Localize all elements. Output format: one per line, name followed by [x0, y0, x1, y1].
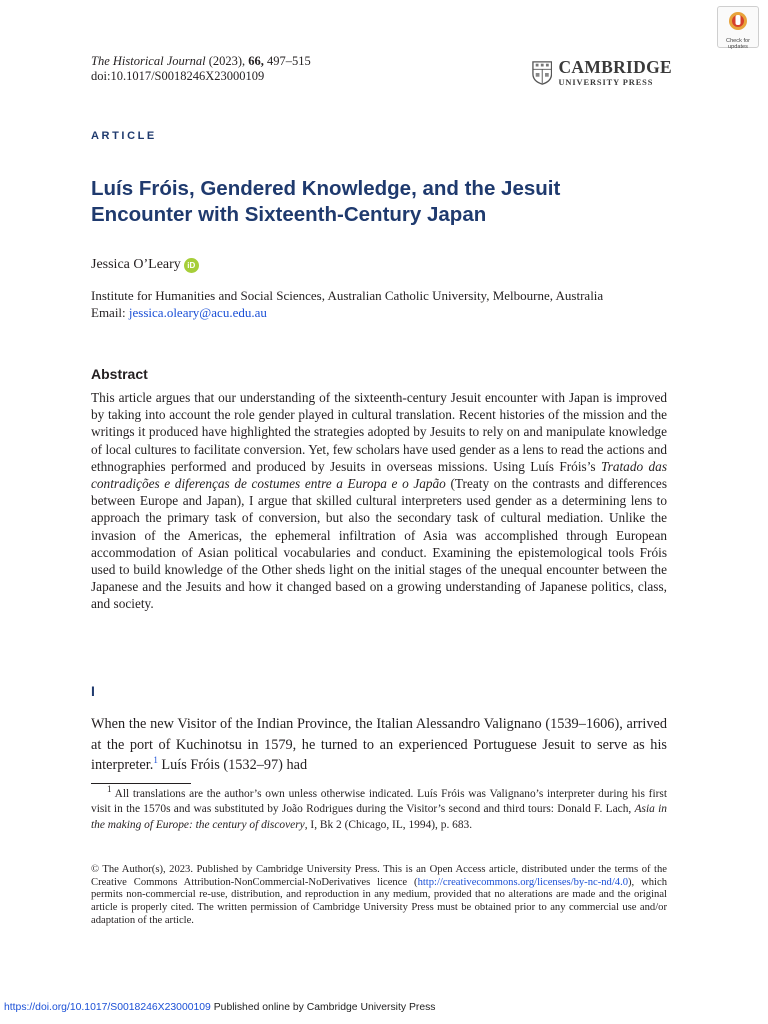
author-name[interactable]: Jessica O’Leary — [91, 257, 181, 272]
footnote-italic: Asia in the making of Europe: the century of discovery — [91, 803, 667, 831]
abstract-part-1: This article argues that our understanding of the sixteenth-century Jesuit encounter with Japan is improved by taking into account the role gender played in cultural translation. Recent histories of the mission and the writings it produced have highlighted the strategies adopted by Jesuits to rely on and manipulate knowledge of local cultures to facilitate conversion. Yet, few scholars have used gender as a lens to read the actions and ethnographies performed and produced by Jesuits in overseas missions. Using Luís Fróis’s — [91, 390, 667, 474]
journal-volume: 66, — [248, 54, 264, 68]
abstract-text — [91, 389, 667, 613]
abstract-part-2: (Treaty on the contrasts and differences between Europe and Japan), I argue that skilled cultural interpreters used gender as a determining lens to approach the primary task of conversion, but also the secondary task of cultural mediation. Unlike the invasion of the Americas, the ephemeral infiltration of Asia was accomplished through European accommodation of Asian political vocabularies and conduct. Examining the epistemological tools Fróis used to build knowledge of the Other sheds light on the initial stages of the unequal encounter between the Japanese and the Jesuits and how it changed based on a growing understanding of Japanese politics, class, and society. — [91, 476, 667, 612]
abstract-italic-title: Tratado das contradições e diferenças de costumes entre a Europa e o Japão — [91, 458, 668, 492]
body-text-2: Luís Fróis (1532–97) had — [161, 757, 308, 773]
cambridge-logo — [532, 58, 672, 88]
email-link[interactable]: jessica.oleary@acu.edu.au — [128, 305, 267, 320]
footnote-text-end: , I, Bk 2 (Chicago, IL, 1994), p. 683. — [304, 818, 473, 831]
cambridge-shield-icon — [532, 60, 552, 86]
license-text-1: © The Author(s), 2023. Published by Cambridge University Press. This is an Open Access article, distributed under the terms of the Creative Commons Attribution-NonCommercial-NoDerivatives licence ( — [91, 864, 667, 888]
publisher-subname: UNIVERSITY PRESS — [558, 77, 654, 87]
title-line-1: Luís Fróis, Gendered Knowledge, and the Jesuit — [91, 177, 561, 200]
publisher-name: CAMBRIDGE — [558, 57, 672, 78]
footnote-number: 1 — [107, 784, 112, 795]
journal-name: The Historical Journal — [91, 54, 206, 68]
footnote-reference[interactable]: 1 — [153, 755, 158, 766]
footnote-divider — [91, 783, 191, 784]
article-doi: doi:10.1017/S0018246X23000109 — [91, 69, 265, 83]
body-text-1: When the new Visitor of the Indian Province, the Italian Alessandro Valignano (1539–1606), arrived at the port of Kuchinotsu in 1579, he turned to an experienced Portuguese Jesuit to serve as his interpreter. — [91, 716, 667, 773]
doi-link[interactable]: https://doi.org/10.1017/S0018246X23000109 — [4, 1002, 211, 1013]
section-number: I — [91, 683, 95, 699]
footnote — [91, 784, 667, 833]
body-paragraph — [91, 714, 667, 776]
bottom-bar — [4, 1002, 436, 1013]
published-online: Published online by Cambridge University Press — [213, 1002, 436, 1013]
affiliation-block — [91, 287, 681, 321]
journal-pages: 497–515 — [267, 54, 311, 68]
article-type-label: ARTICLE — [91, 130, 157, 142]
title-line-2: Encounter with Sixteenth-Century Japan — [91, 203, 487, 226]
orcid-icon[interactable]: iD — [184, 258, 199, 273]
author-line — [91, 257, 199, 273]
email-label: Email: — [91, 305, 126, 320]
license-text-2: ), which permits non-commercial re-use, distribution, and reproduction in any medium, provided that no alterations are made and the original article is properly cited. The written permission of Cambridge University Press must be obtained prior to any commercial use and/or adaptation of the article. — [91, 876, 667, 926]
check-for-updates-badge[interactable] — [717, 6, 759, 48]
license-statement — [91, 864, 667, 928]
license-url-link[interactable]: http://creativecommons.org/licenses/by-nc-nd/4.0 — [417, 876, 629, 888]
abstract-heading: Abstract — [91, 366, 148, 382]
footnote-text: All translations are the author’s own unless otherwise indicated. Luís Fróis was Valignano’s interpreter during his first visit in the 1570s and was substituted by João Rodrigues during the Visitor’s second and third tours: Donald F. Lach, — [91, 788, 667, 816]
journal-year: (2023), — [208, 54, 246, 68]
affiliation: Institute for Humanities and Social Sciences, Australian Catholic University, Melbourne, Australia — [91, 288, 604, 303]
journal-citation — [91, 54, 311, 84]
article-title — [91, 176, 691, 228]
check-for-updates-label: Check for updates — [726, 38, 750, 50]
check-for-updates-icon — [726, 10, 750, 32]
